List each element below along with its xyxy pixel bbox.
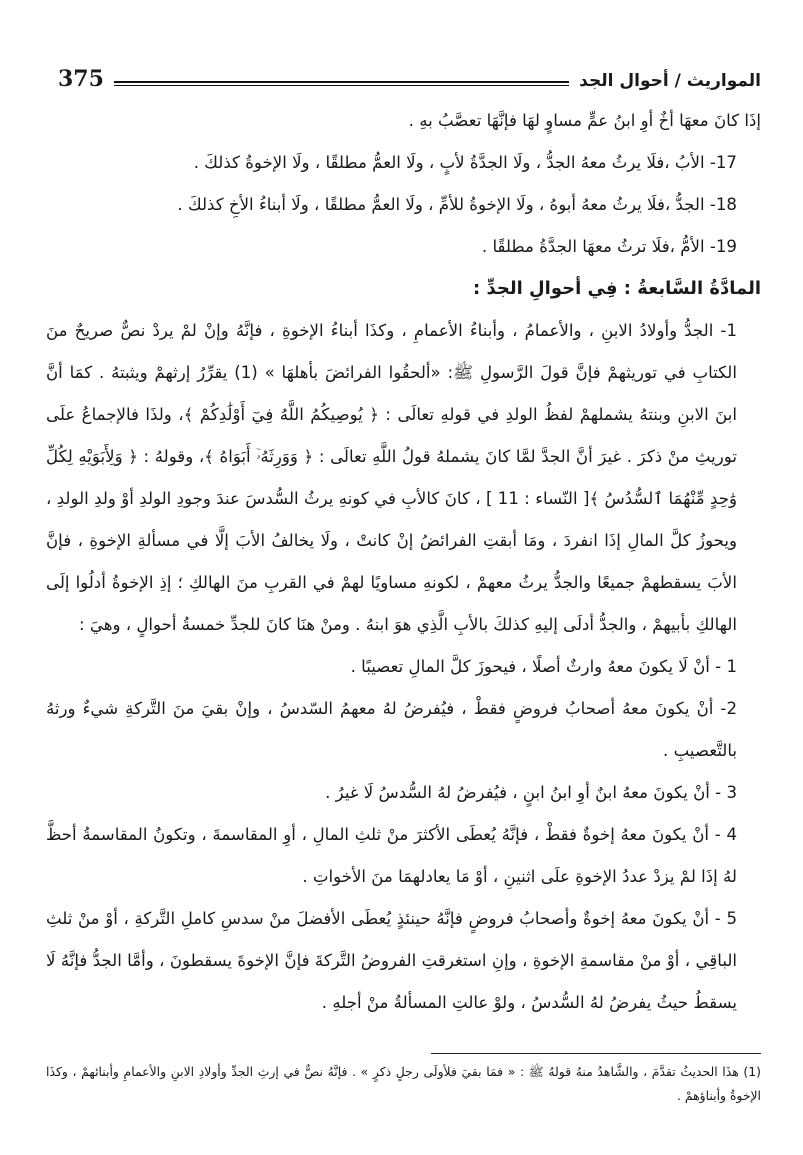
footnote-rule [431, 1053, 761, 1054]
list-item: 2- أنْ يكونَ معهُ أصحابُ فروضٍ فقطْ ، فيُفرضُ لهُ معهمُ السّدسُ ، وإنْ بقيَ منَ التَّركةِ شيءٌ ورثهُ بالتَّعصيبِ . [46, 699, 737, 760]
paragraph: 1- الجدُّ وأولادُ الابنِ ، والأعمامُ ، وأبناءُ الأعمامِ ، وكذَا أبناءُ الإخوةِ ، فإنَّهُ وإنْ لمْ يردْ نصٌّ صريحٌ منَ الكتابِ في توريثهمْ فإنَّ قولَ الرَّسولِ ﷺ: «ألحقُوا الفرائضَ بأهلهَا » (1) يقرِّرُ إرثهمْ ويثبتهُ . كمَا أنَّ ابنَ الابنِ وبنتهُ يشملهمْ لفظُ الولدِ في قولهِ تعالَى : ﴿ يُوصِيكُمُ اللَّهُ فِيٓ أَوْلَٰدِكُمْ ﴾، ولذَا فالإجماعُ علَى توريثِ منْ ذكرَ . غيرَ أنَّ الجدَّ لمَّا كانَ يشملهُ قولُ اللَّهِ تعالَى : ﴿ وَوَرِثَهُۥٓ أَبَوَاهُ ﴾، وقولهُ : ﴿ وَلِأَبَوَيْهِ لِكُلِّ وَٰحِدٍ مِّنْهُمَا ٱلسُّدُسُ ﴾[ النّساء : 11 ] ، كانَ كالأبِ في كونهِ يرثُ السُّدسَ عندَ وجودِ الولدِ أوْ ولدِ الولدِ ، ويحوزُ كلَّ المالِ إذَا انفردَ ، ومَا أبقتِ الفرائضُ إنْ كانتْ ، ولَا يخالفُ الأبَ إلَّا في مسألةِ الإخوةِ ، فإنَّ الأبَ يسقطهمْ جميعًا والجدُّ يرثُ معهمْ ، لكونهِ مساويًا لهمْ في القربِ منَ الهالكِ ؛ إذِ الإخوةُ أدلُوا إلَى الهالكِ بأبيهمْ ، والجدُّ أدلَى إليهِ كذلكَ بالأبِ الَّذِي هوَ ابنهُ . ومنْ هنَا كانَ للجدِّ خمسةُ أحوالٍ ، وهيَ : [46, 321, 737, 634]
list-item: 5 - أنْ يكونَ معهُ إخوةٌ وأصحابُ فروضٍ فإنَّهُ حينئذٍ يُعطَى الأفضلَ منْ سدسِ كاملِ التَّركةِ ، أوْ منْ ثلثِ الباقِي ، أوْ منْ مقاسمةِ الإخوةِ ، وإنِ استغرقتِ الفروضُ التَّركةَ فإنَّ الإخوةَ يسقطونَ ، وأمَّا الجدُّ فإنَّهُ لَا يسقطُ حيثُ يفرضُ لهُ السُّدسُ ، ولوْ عالتِ المسألةُ منْ أجلهِ . [46, 909, 737, 1012]
footnotes [46, 1060, 761, 1108]
header-rule [114, 81, 569, 86]
list-item: 4 - أنْ يكونَ معهُ إخوةٌ فقطْ ، فإنَّهُ يُعطَى الأكثرَ منْ ثلثِ المالِ ، أوِ المقاسمةَ ، وتكونُ المقاسمةُ أحظَّ لهُ إذَا لمْ يزدْ عددُ الإخوةِ علَى اثنينِ ، أوْ مَا يعادلهمَا منَ الأخواتِ . [46, 825, 737, 886]
body-text [46, 100, 761, 1024]
footnote: (1) هذَا الحديثُ تقدَّمَ ، والشَّاهدُ منهُ قولهُ ﷺ : « فمَا بقيَ فلأولَى رجلٍ ذكرٍ » . فإنَّهُ نصٌّ في إرثِ الجدِّ وأولادِ الابنِ والأعمامِ وأبنائهمْ ، وكذَا الإخوةُ وأبناؤهمْ . [46, 1064, 761, 1103]
list-item: 1 - أنْ لَا يكونَ معهُ وارثٌ أصلًا ، فيحوزَ كلَّ المالِ تعصيبًا . [350, 657, 737, 676]
list-item: 17- الأبُ ،فلَا يرثُ معهُ الجدُّ ، ولَا الجدَّةُ لأبٍ ، ولَا العمُّ مطلقًا ، ولَا الإخوةُ كذلكَ . [193, 153, 737, 172]
list-item: 3 - أنْ يكونَ معهُ ابنٌ أوِ ابنُ ابنٍ ، فيُفرضُ لهُ السُّدسُ لَا غيرُ . [325, 783, 737, 802]
page-number: 375 [58, 66, 104, 92]
list-item: 18- الجدُّ ،فلَا يرثُ معهُ أبوهُ ، ولَا الإخوةُ للأمِّ ، ولَا العمُّ مطلقًا ، ولَا أبناءُ الأخِ كذلكَ . [177, 195, 737, 214]
section-heading: المادَّةُ السَّابعةُ : فِي أحوالِ الجدِّ : [473, 278, 761, 299]
running-title: المواريث / أحوال الجد [579, 71, 761, 91]
paragraph: إذَا كانَ معهَا أخٌ أوِ ابنُ عمٍّ مساوٍ لهَا فإنَّهَا تعصَّبُ بهِ . [408, 111, 761, 130]
list-item: 19- الأمُّ ،فلَا ترثُ معهَا الجدَّةُ مطلقًا . [481, 237, 737, 256]
page-header [58, 54, 761, 90]
